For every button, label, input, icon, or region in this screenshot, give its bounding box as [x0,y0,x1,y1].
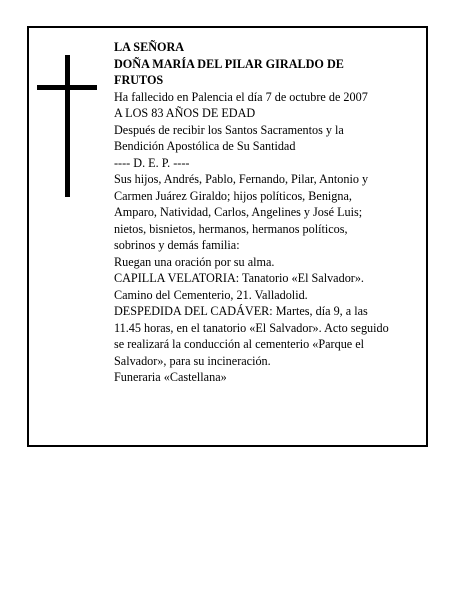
death-statement: Ha fallecido en Palencia el día 7 de octubre de 2007 [114,89,368,104]
age-statement: A LOS 83 AÑOS DE EDAD [114,106,256,120]
prayer-request: Ruegan una oración por su alma. [114,254,275,269]
farewell-line: se realizará la conducción al cementerio «Parque el [114,337,365,351]
family-line: Amparo, Natividad, Carlos, Angelines y José Luis; [114,205,363,219]
cross-horizontal-bar [37,85,97,90]
funeral-home: Funeraria «Castellana» [114,370,227,384]
farewell-line: Salvador», para su incineración. [114,353,271,368]
chapel-line-2: Camino del Cementerio, 21. Valladolid. [114,287,308,302]
deceased-name-line-1: DOÑA MARÍA DEL PILAR GIRALDO DE [114,56,344,71]
deceased-name-line-2: FRUTOS [114,73,164,87]
sacraments-line-1: Después de recibir los Santos Sacramentos y la [114,122,344,137]
obituary-text [114,39,414,386]
family-line: Sus hijos, Andrés, Pablo, Fernando, Pilar, Antonio y [114,172,369,186]
family-line: Carmen Juárez Giraldo; hijos políticos, Benigna, [114,188,352,203]
cross-icon [37,55,97,197]
farewell-line: 11.45 horas, en el tanatorio «El Salvador». Acto seguido [114,320,389,335]
cross-vertical-bar [65,55,70,197]
farewell-line: DESPEDIDA DEL CADÁVER: Martes, día 9, a las [114,304,368,318]
chapel-line-1: CAPILLA VELATORIA: Tanatorio «El Salvador». [114,271,364,285]
family-line: sobrinos y demás familia: [114,238,240,252]
family-line: nietos, bisnietos, hermanos, hermanos políticos, [114,221,348,236]
sacraments-line-2: Bendición Apostólica de Su Santidad [114,139,296,153]
rip-line: ---- D. E. P. ---- [114,155,190,170]
notice-title: LA SEÑORA [114,40,185,54]
